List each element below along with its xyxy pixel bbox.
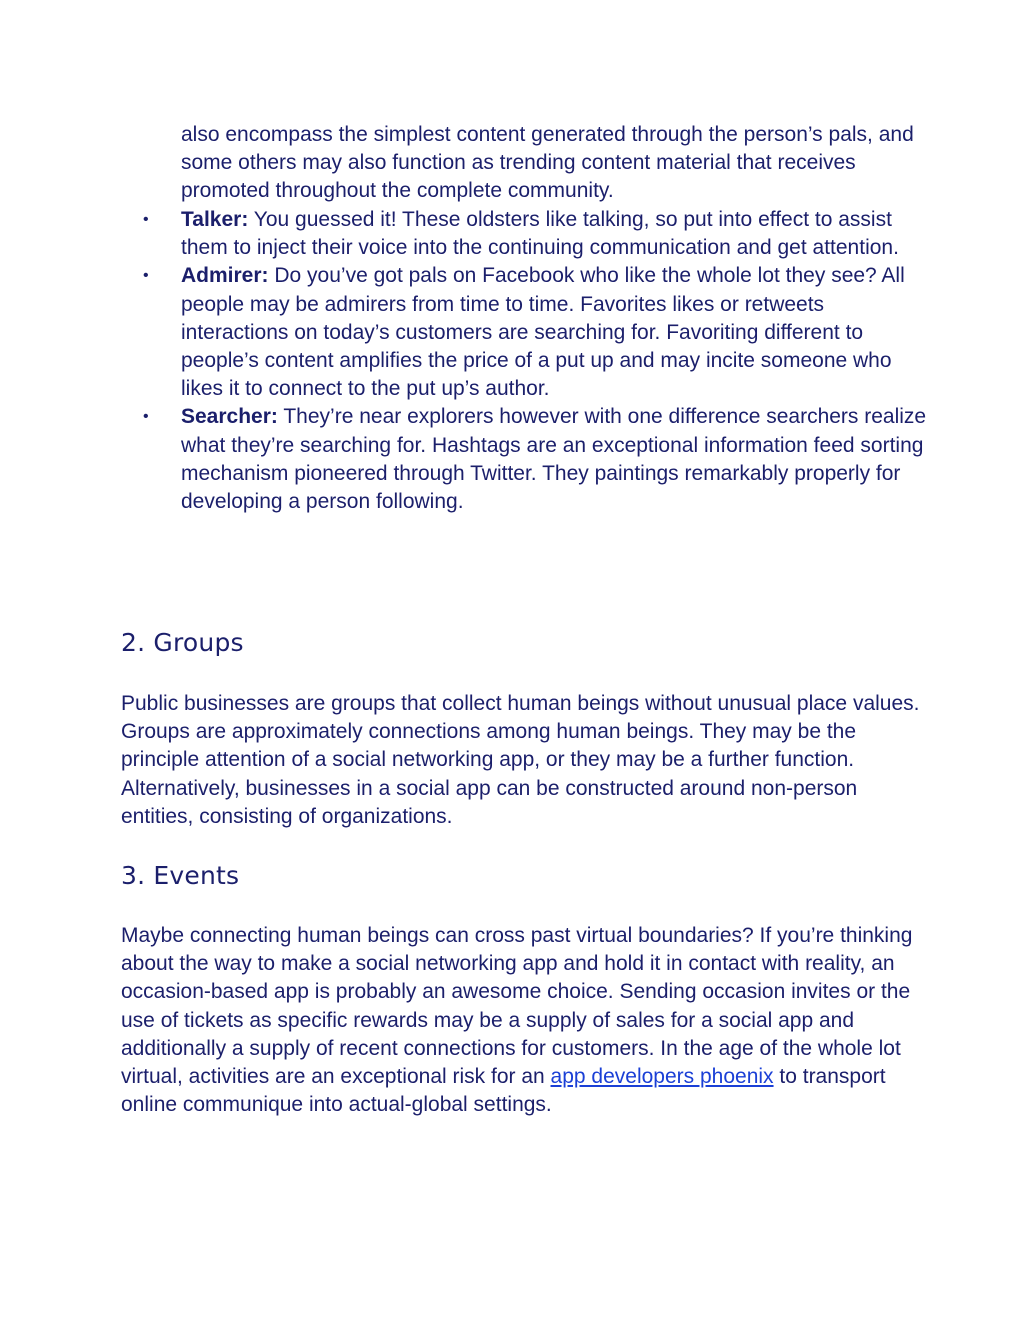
list-item-admirer: [140, 262, 930, 403]
continuation-paragraph: also encompass the simplest content generated through the person’s pals, and some others may also function as trending content material that receives promoted throughout the complete community.: [181, 123, 914, 203]
list-item-talker: [140, 206, 930, 262]
events-text-before-link: Maybe connecting human beings can cross past virtual boundaries? If you’re thinking about the way to make a social networking app and hold it in contact with reality, an occasion-based app is probably an awesome choice. Sending occasion invites or the use of tickets as specific rewards may be a supply of sales for a social app and additionally a supply of recent connections for customers. In the age of the whole lot virtual, activities are an exceptional risk for an: [121, 924, 913, 1089]
events-text-after-link: to transport online communique into actual-global settings.: [121, 1065, 886, 1117]
list-item-text: Do you’ve got pals on Facebook who like the whole lot they see? All people may be admirers from time to time. Favorites likes or retweets interactions on today’s customers are searching for. Favoriting different to people’s content amplifies the price of a put up and may incite someone who likes it to connect to the put up’s author.: [181, 264, 905, 401]
list-item-text: You guessed it! These oldsters like talking, so put into effect to assist them to inject their voice into the continuing communication and get attention.: [181, 208, 899, 260]
bullet-icon: •: [143, 408, 149, 426]
bullet-icon: •: [143, 267, 149, 285]
section-heading-groups: 2. Groups: [121, 628, 244, 657]
list-item-searcher: [140, 403, 930, 516]
bullet-icon: •: [143, 211, 149, 228]
list-item-text: They’re near explorers however with one difference searchers realize what they’re searching for. Hashtags are an exceptional information feed sorting mechanism pioneered through Twitter. They paintings remarkably properly for developing a person following.: [181, 405, 927, 514]
user-type-list: [140, 206, 930, 516]
list-item-term: Searcher:: [181, 405, 278, 429]
app-developers-link[interactable]: app developers phoenix: [550, 1065, 774, 1089]
groups-paragraph: Public businesses are groups that collect human beings without unusual place values. Groups are approximately connections among human beings. They may be the principle attention of a social networking app, or they may be a further function. Alternatively, businesses in a social app can be constructed around non-person entities, consisting of organizations.: [121, 692, 920, 828]
list-item-term: Talker:: [181, 208, 249, 231]
list-item-term: Admirer:: [181, 264, 269, 288]
section-heading-events: 3. Events: [121, 861, 240, 890]
events-paragraph: [121, 922, 921, 1119]
